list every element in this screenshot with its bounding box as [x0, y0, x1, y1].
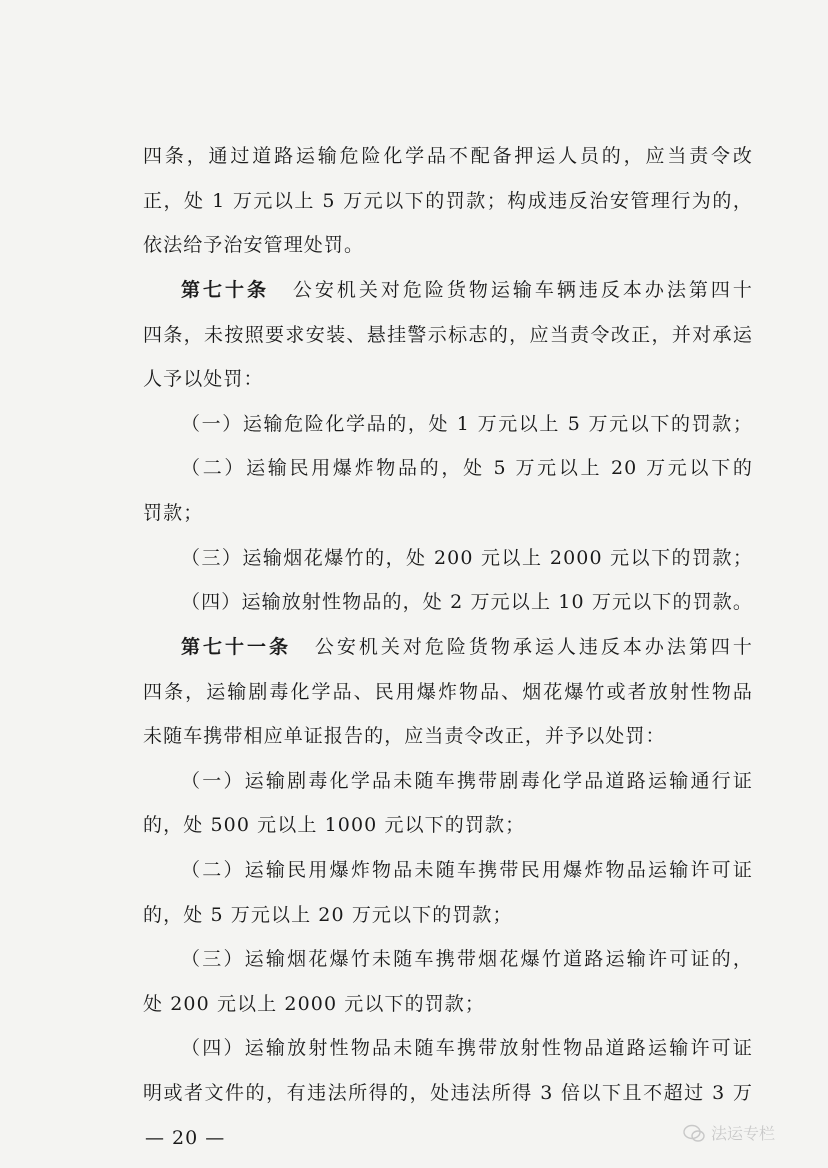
- text-line: 处 200 元以上 2000 元以下的罚款；: [143, 993, 485, 1015]
- wechat-icon: [683, 1124, 705, 1144]
- text-line: 的，处 500 元以上 1000 元以下的罚款；: [143, 814, 526, 836]
- watermark: [683, 1124, 775, 1144]
- text-line: （一）运输危险化学品的，处 1 万元以上 5 万元以下的罚款；: [181, 413, 753, 435]
- text-line: （四）运输放射性物品未随车携带放射性物品道路运输许可证: [181, 1037, 753, 1059]
- text-line: （三）运输烟花爆竹的，处 200 元以上 2000 元以下的罚款；: [181, 547, 753, 569]
- text-line: 人予以处罚：: [143, 368, 264, 390]
- article-70-heading: 第七十条: [181, 279, 269, 301]
- text-line: 正，处 1 万元以上 5 万元以下的罚款；构成违反治安管理行为的，: [143, 190, 753, 212]
- text-line: 四条，未按照要求安装、悬挂警示标志的，应当责令改正，并对承运: [143, 324, 753, 346]
- text-line: （二）运输民用爆炸物品未随车携带民用爆炸物品运输许可证: [181, 859, 753, 881]
- text-line: 罚款；: [143, 502, 204, 524]
- text-line: （二）运输民用爆炸物品的，处 5 万元以上 20 万元以下的: [181, 457, 753, 479]
- text-line: 未随车携带相应单证报告的，应当责令改正，并予以处罚：: [143, 725, 666, 747]
- article-71-heading: 第七十一条: [181, 636, 291, 658]
- text-line: 依法给予治安管理处罚。: [143, 234, 365, 256]
- text-line: （三）运输烟花爆竹未随车携带烟花爆竹道路运输许可证的，: [181, 948, 753, 970]
- watermark-text: 法运专栏: [711, 1124, 776, 1143]
- text-line: （一）运输剧毒化学品未随车携带剧毒化学品道路运输通行证: [181, 770, 753, 792]
- text-line: （四）运输放射性物品的，处 2 万元以上 10 万元以下的罚款。: [181, 591, 753, 613]
- text-line: 明或者文件的，有违法所得的，处违法所得 3 倍以下且不超过 3 万: [143, 1082, 753, 1104]
- article-71-text: 公安机关对危险货物承运人违反本办法第四十: [313, 636, 753, 658]
- text-line: 四条，运输剧毒化学品、民用爆炸物品、烟花爆竹或者放射性物品: [143, 681, 753, 703]
- text-line: 四条，通过道路运输危险化学品不配备押运人员的，应当责令改: [143, 145, 753, 167]
- page-number: — 20 —: [145, 1127, 226, 1149]
- article-70-line: [181, 278, 753, 302]
- article-70-text: 公安机关对危险货物运输车辆违反本办法第四十: [291, 279, 753, 301]
- article-71-line: [181, 635, 753, 659]
- text-line: 的，处 5 万元以上 20 万元以下的罚款；: [143, 904, 513, 926]
